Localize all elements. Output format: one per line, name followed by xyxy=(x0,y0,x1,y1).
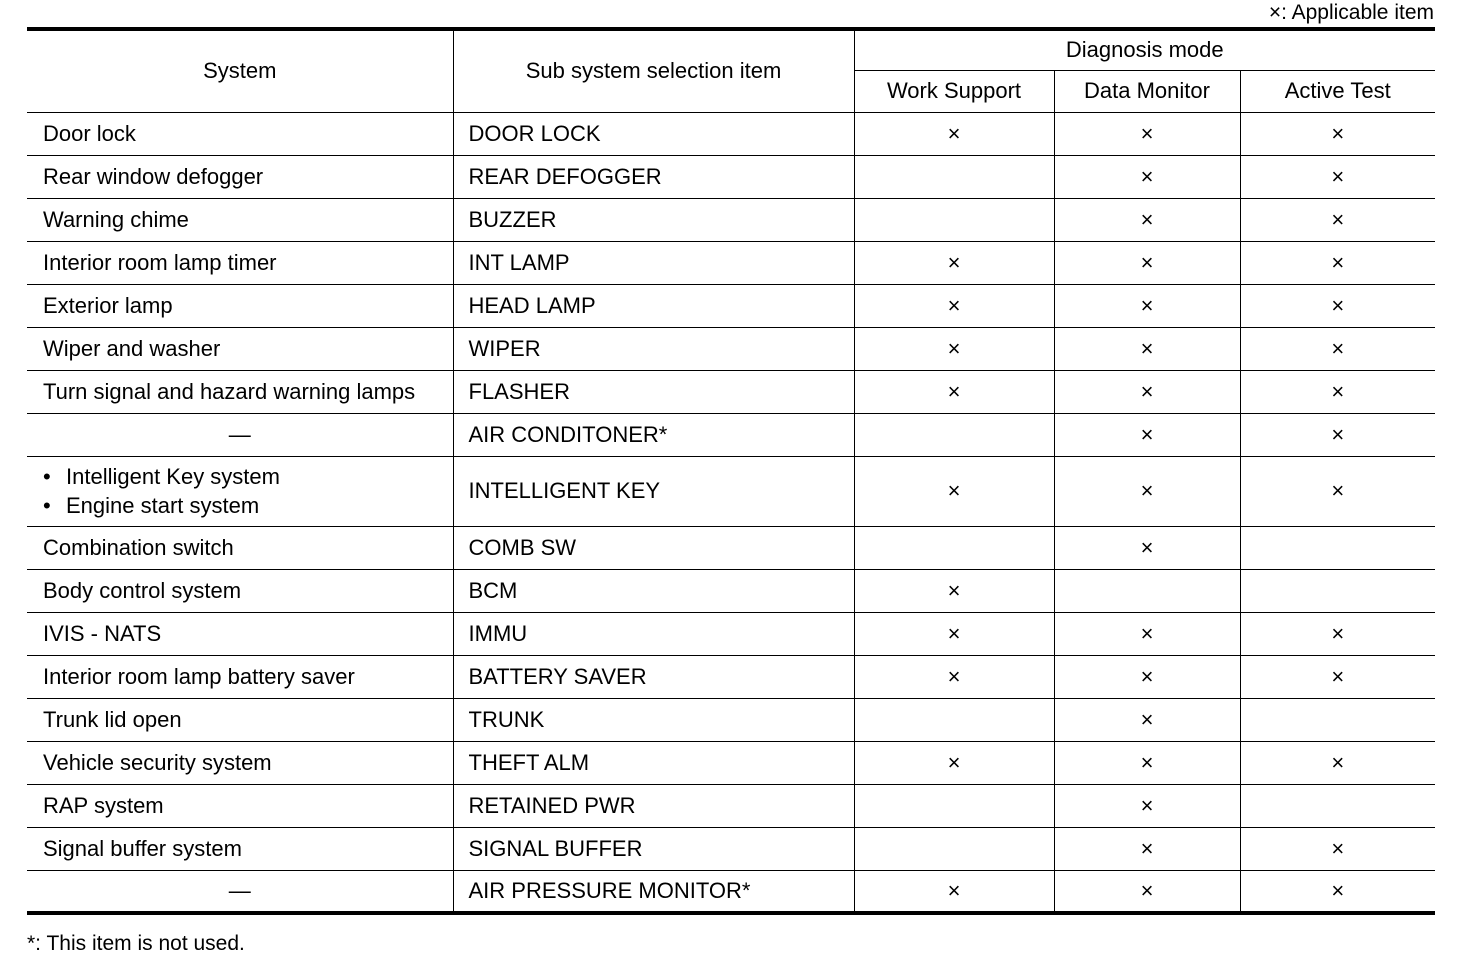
cell-system: Rear window defogger xyxy=(27,155,453,198)
cell-active-test: × xyxy=(1240,370,1435,413)
table-row xyxy=(27,870,1435,913)
cell-active-test: × xyxy=(1240,612,1435,655)
cell-work-support xyxy=(854,155,1054,198)
table-row xyxy=(27,155,1435,198)
cell-data-monitor: × xyxy=(1054,741,1240,784)
cell-sub-system: AIR CONDITONER* xyxy=(453,413,854,456)
table-row xyxy=(27,370,1435,413)
header-sub-system: Sub system selection item xyxy=(453,29,854,112)
cell-sub-system: THEFT ALM xyxy=(453,741,854,784)
system-bullet-item: • Engine start system xyxy=(43,491,453,520)
cell-work-support: × xyxy=(854,456,1054,526)
diagnosis-table xyxy=(27,27,1435,915)
cell-work-support: × xyxy=(854,655,1054,698)
cell-data-monitor xyxy=(1054,569,1240,612)
cell-sub-system: BATTERY SAVER xyxy=(453,655,854,698)
cell-active-test: × xyxy=(1240,870,1435,913)
cell-system: Interior room lamp battery saver xyxy=(27,655,453,698)
table-row xyxy=(27,327,1435,370)
cell-data-monitor: × xyxy=(1054,241,1240,284)
table-row xyxy=(27,612,1435,655)
cell-work-support xyxy=(854,698,1054,741)
cell-system: Exterior lamp xyxy=(27,284,453,327)
header-data-monitor: Data Monitor xyxy=(1054,70,1240,112)
cell-data-monitor: × xyxy=(1054,112,1240,155)
system-bullet-item: • Intelligent Key system xyxy=(43,462,453,491)
cell-sub-system: DOOR LOCK xyxy=(453,112,854,155)
cell-active-test: × xyxy=(1240,413,1435,456)
cell-system: Wiper and washer xyxy=(27,327,453,370)
cell-system: Signal buffer system xyxy=(27,827,453,870)
cell-sub-system: FLASHER xyxy=(453,370,854,413)
cell-system: Door lock xyxy=(27,112,453,155)
cell-active-test: × xyxy=(1240,327,1435,370)
cell-data-monitor: × xyxy=(1054,612,1240,655)
cell-work-support: × xyxy=(854,327,1054,370)
table-row xyxy=(27,569,1435,612)
cell-system: Body control system xyxy=(27,569,453,612)
cell-work-support: × xyxy=(854,112,1054,155)
cell-active-test xyxy=(1240,784,1435,827)
cell-sub-system: WIPER xyxy=(453,327,854,370)
cell-work-support: × xyxy=(854,569,1054,612)
cell-work-support: × xyxy=(854,612,1054,655)
cell-active-test: × xyxy=(1240,112,1435,155)
table-header xyxy=(27,29,1435,112)
cell-sub-system: INT LAMP xyxy=(453,241,854,284)
table-row xyxy=(27,655,1435,698)
cell-sub-system: BCM xyxy=(453,569,854,612)
table-row xyxy=(27,526,1435,569)
cell-data-monitor: × xyxy=(1054,784,1240,827)
cell-active-test xyxy=(1240,569,1435,612)
cell-system: Vehicle security system xyxy=(27,741,453,784)
cell-data-monitor: × xyxy=(1054,284,1240,327)
cell-work-support xyxy=(854,413,1054,456)
cell-system: Interior room lamp timer xyxy=(27,241,453,284)
table-row xyxy=(27,456,1435,526)
cell-data-monitor: × xyxy=(1054,456,1240,526)
cell-work-support xyxy=(854,784,1054,827)
table-row xyxy=(27,413,1435,456)
cell-active-test xyxy=(1240,698,1435,741)
cell-system: — xyxy=(27,413,453,456)
cell-system: Turn signal and hazard warning lamps xyxy=(27,370,453,413)
cell-sub-system: COMB SW xyxy=(453,526,854,569)
cell-system: Warning chime xyxy=(27,198,453,241)
cell-work-support: × xyxy=(854,741,1054,784)
cell-sub-system: RETAINED PWR xyxy=(453,784,854,827)
cell-active-test: × xyxy=(1240,241,1435,284)
cell-data-monitor: × xyxy=(1054,698,1240,741)
cell-work-support: × xyxy=(854,241,1054,284)
cell-system: IVIS - NATS xyxy=(27,612,453,655)
legend: ×: Applicable item xyxy=(1268,1,1434,24)
cell-system: — xyxy=(27,870,453,913)
cell-data-monitor: × xyxy=(1054,526,1240,569)
cell-data-monitor: × xyxy=(1054,655,1240,698)
header-system: System xyxy=(27,29,453,112)
cell-data-monitor: × xyxy=(1054,870,1240,913)
cell-sub-system: INTELLIGENT KEY xyxy=(453,456,854,526)
cell-sub-system: SIGNAL BUFFER xyxy=(453,827,854,870)
header-active-test: Active Test xyxy=(1240,70,1435,112)
table-row xyxy=(27,112,1435,155)
cell-system: RAP system xyxy=(27,784,453,827)
cell-data-monitor: × xyxy=(1054,327,1240,370)
cell-active-test: × xyxy=(1240,827,1435,870)
cell-active-test: × xyxy=(1240,741,1435,784)
cell-system: Trunk lid open xyxy=(27,698,453,741)
cell-system xyxy=(27,456,453,526)
table-body xyxy=(27,112,1435,913)
cell-data-monitor: × xyxy=(1054,827,1240,870)
cell-sub-system: BUZZER xyxy=(453,198,854,241)
cell-active-test: × xyxy=(1240,284,1435,327)
cell-active-test: × xyxy=(1240,655,1435,698)
table-row xyxy=(27,784,1435,827)
cell-system: Combination switch xyxy=(27,526,453,569)
cell-work-support: × xyxy=(854,284,1054,327)
header-diagnosis-mode: Diagnosis mode xyxy=(854,29,1435,70)
cell-data-monitor: × xyxy=(1054,198,1240,241)
cell-data-monitor: × xyxy=(1054,413,1240,456)
cell-work-support: × xyxy=(854,370,1054,413)
cell-active-test: × xyxy=(1240,456,1435,526)
cell-sub-system: HEAD LAMP xyxy=(453,284,854,327)
cell-data-monitor: × xyxy=(1054,155,1240,198)
table-row xyxy=(27,284,1435,327)
footnote: *: This item is not used. xyxy=(27,932,245,955)
cell-active-test: × xyxy=(1240,155,1435,198)
header-work-support: Work Support xyxy=(854,70,1054,112)
cell-active-test xyxy=(1240,526,1435,569)
system-bullet-list xyxy=(43,462,453,520)
table-row xyxy=(27,827,1435,870)
cell-sub-system: REAR DEFOGGER xyxy=(453,155,854,198)
cell-work-support xyxy=(854,198,1054,241)
cell-work-support: × xyxy=(854,870,1054,913)
cell-work-support xyxy=(854,827,1054,870)
cell-data-monitor: × xyxy=(1054,370,1240,413)
table-row xyxy=(27,198,1435,241)
cell-sub-system: IMMU xyxy=(453,612,854,655)
table-row xyxy=(27,698,1435,741)
cell-active-test: × xyxy=(1240,198,1435,241)
table-row xyxy=(27,241,1435,284)
table-row xyxy=(27,741,1435,784)
cell-sub-system: AIR PRESSURE MONITOR* xyxy=(453,870,854,913)
cell-work-support xyxy=(854,526,1054,569)
cell-sub-system: TRUNK xyxy=(453,698,854,741)
